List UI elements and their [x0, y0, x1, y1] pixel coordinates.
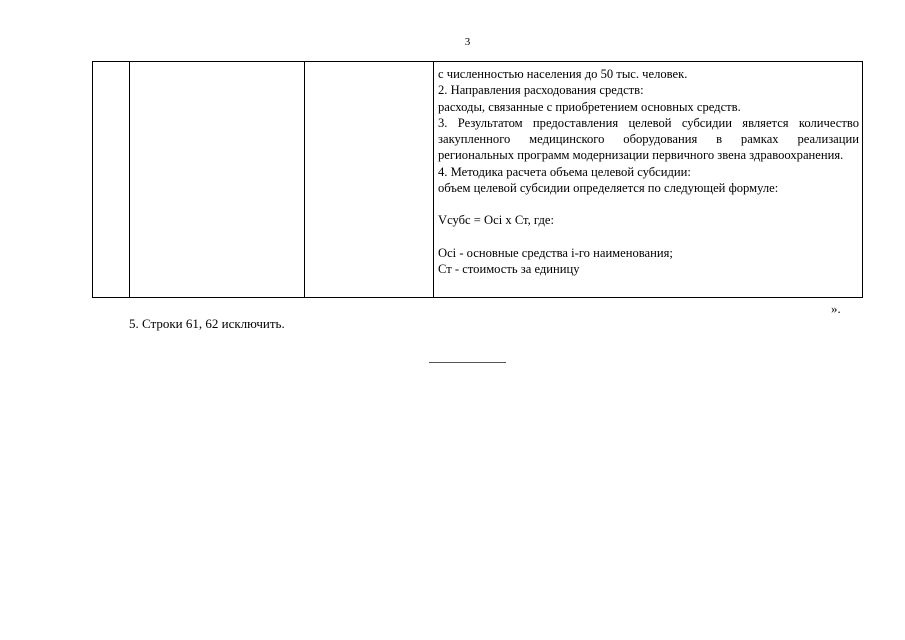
page-number: 3: [464, 36, 471, 48]
formula: Vсубс = Осi х Ст, где:: [438, 213, 554, 228]
paragraph-5: 5. Строки 61, 62 исключить.: [129, 316, 285, 331]
legend-line: Осi - основные средства i-го наименования;: [438, 245, 673, 260]
legend-line: Ст - стоимость за единицу: [438, 261, 580, 276]
table-cell-recipient: [305, 62, 434, 298]
amendment-table: [92, 61, 863, 298]
result-paragraph: 3. Результатом предоставления целевой субсидии является количество закупленного медицинского оборудования в рамках реализации региональных программ модернизации первичного звена здравоохранения.: [438, 115, 859, 163]
method-description: объем целевой субсидии определяется по следующей формуле:: [438, 181, 779, 196]
closing-quote: ».: [831, 301, 841, 316]
table-cell-name: [130, 62, 305, 298]
method-heading: 4. Методика расчета объема целевой субсидии:: [438, 164, 691, 179]
table-cell-number: [93, 62, 130, 298]
table-cell-conditions: [434, 62, 863, 298]
end-separator: [429, 362, 506, 363]
cell-text-line: расходы, связанные с приобретением основных средств.: [438, 99, 741, 114]
cell-text-line: 2. Направления расходования средств:: [438, 83, 644, 98]
table-row: [93, 62, 863, 298]
cell-text-line: с численностью населения до 50 тыс. человек.: [438, 67, 688, 81]
